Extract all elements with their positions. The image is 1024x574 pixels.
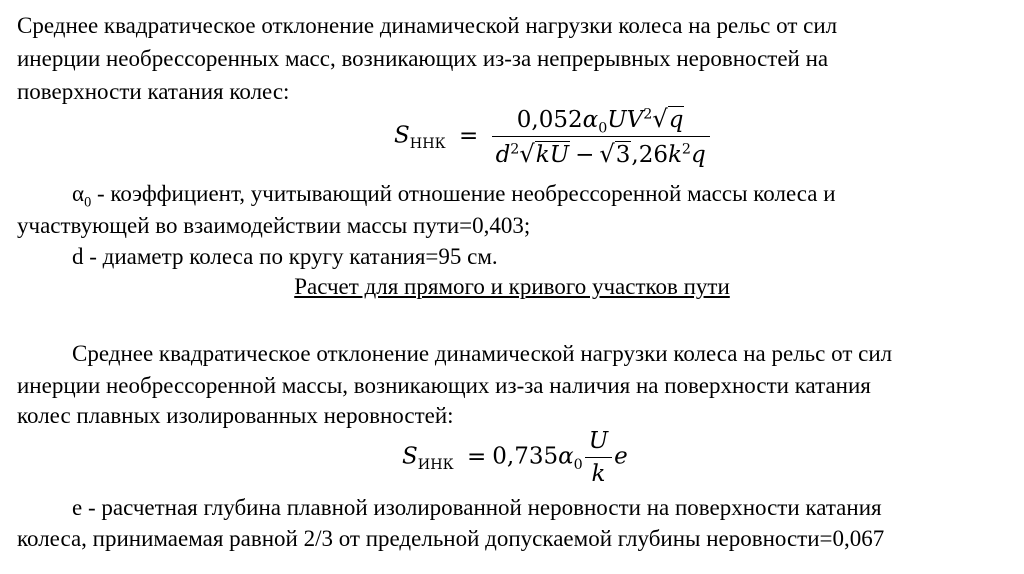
f1-num-sqrt: √q <box>652 105 684 133</box>
f1-den-d-pow: 2 <box>510 141 520 158</box>
f1-num-uv: UV <box>607 107 644 133</box>
para1-line2: инерции необрессоренных масс, возникающих из-за непрерывных неровностей на <box>17 46 829 71</box>
f1-numerator <box>492 105 710 137</box>
def-alpha-line2: участвующей во взаимодействии массы пути=0,403; <box>17 213 531 238</box>
f2-frac-num: U <box>585 428 612 458</box>
para1-line3: поверхности катания колес: <box>17 79 290 104</box>
formula-s-nnk <box>394 105 710 168</box>
f1-num-coef: 0,052 <box>516 107 583 133</box>
f2-alpha: α <box>558 443 574 470</box>
f1-den-k: k <box>667 142 682 168</box>
f1-den-minus: − <box>575 142 595 168</box>
f2-lhs: S <box>402 443 418 470</box>
f1-den-sqrt1: √kU <box>519 140 570 168</box>
def-d: d - диаметр колеса по кругу катания=95 см. <box>72 244 498 269</box>
f2-tail: e <box>614 443 628 470</box>
f1-alpha-sub: 0 <box>598 120 608 137</box>
f1-denominator <box>492 137 710 168</box>
f1-fraction <box>492 105 710 168</box>
def-alpha-text: - коэффициент, учитывающий отношение необрессоренной массы колеса и <box>91 181 836 206</box>
def-alpha-sub: 0 <box>84 194 92 211</box>
f1-lhs: S <box>394 122 410 149</box>
f1-lhs-sub: ННК <box>409 136 446 153</box>
f1-den-q: q <box>691 142 706 168</box>
para2-line2: инерции необрессоренной массы, возникающих из-за наличия на поверхности катания <box>17 373 871 398</box>
f1-den-coef: ,26 <box>631 142 668 168</box>
f2-alpha-sub: 0 <box>573 457 583 474</box>
section-heading: Расчет для прямого и кривого участков пути <box>294 274 730 299</box>
f2-lhs-sub: ИНК <box>417 457 454 474</box>
para2-line3: колес плавных изолированных неровностей: <box>17 403 454 428</box>
def-e-line2: колеса, принимаемая равной 2/3 от предельной допускаемой глубины неровности=0,067 <box>17 526 885 551</box>
f2-eq: = <box>466 443 487 470</box>
f2-frac-den: k <box>591 461 606 487</box>
f2-coef: 0,735 <box>492 443 559 470</box>
para2-line1: Среднее квадратическое отклонение динамической нагрузки колеса на рельс от сил <box>72 341 893 366</box>
f1-den-d: d <box>495 142 511 168</box>
f1-num-pow: 2 <box>643 106 653 123</box>
f1-den-sqrt2: √3 <box>599 140 631 168</box>
def-alpha-symbol: α <box>72 181 85 206</box>
def-e-line1: e - расчетная глубина плавной изолированной неровности на поверхности катания <box>72 495 882 520</box>
f1-eq: = <box>458 122 479 149</box>
f2-fraction <box>585 428 612 487</box>
para1-line1: Среднее квадратическое отклонение динамической нагрузки колеса на рельс от сил <box>17 13 838 38</box>
f1-alpha: α <box>582 107 599 133</box>
formula-s-ink <box>402 428 628 487</box>
f1-den-k-pow: 2 <box>681 141 691 158</box>
def-alpha-line1 <box>72 180 836 211</box>
